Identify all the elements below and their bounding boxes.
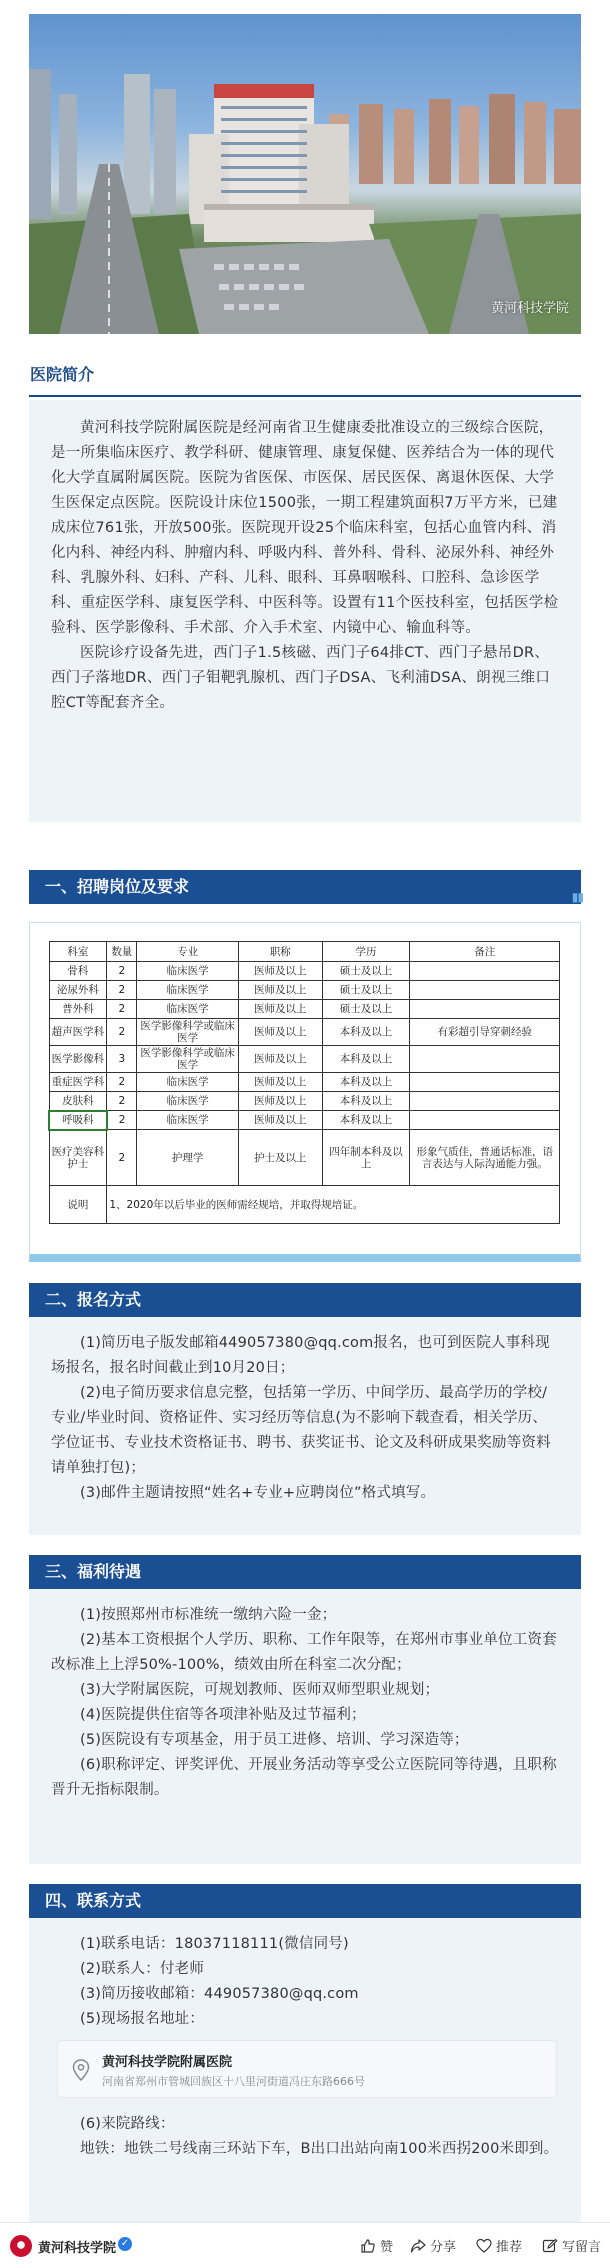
share-label: 分享 (430, 2240, 457, 2255)
table-cell: 医疗美容科护士 (49, 1130, 107, 1186)
share-icon (410, 2238, 426, 2254)
like-label: 赞 (380, 2240, 394, 2255)
comment-label: 写留言 (562, 2240, 602, 2255)
comment-edit-icon (542, 2238, 558, 2254)
table-cell: 2 (107, 962, 137, 981)
section-title: 一、招聘岗位及要求 (45, 877, 190, 896)
signup-box (29, 1317, 581, 1535)
table-row (49, 1019, 560, 1046)
section-header-contact (29, 1884, 581, 1918)
welfare-item: (2)基本工资根据个人学历、职称、工作年限等，在郑州市事业单位工资套改标准上上浮50%-100%，绩效由所在科室二次分配； (51, 1632, 557, 1673)
table-cell: 2 (107, 981, 137, 1000)
table-cell: 本科及以上 (322, 1092, 410, 1111)
section-title: 三、福利待遇 (45, 1562, 142, 1581)
table-note-text: 1、2020年以后毕业的医师需经规培，并取得规培证。 (107, 1186, 560, 1224)
table-cell: 2 (107, 1130, 137, 1186)
section-header-welfare (29, 1555, 581, 1589)
table-row (49, 1046, 560, 1073)
account-avatar[interactable] (10, 2235, 32, 2257)
table-cell: 2 (107, 1019, 137, 1046)
welfare-item: (3)大学附属医院，可规划教师、医师双师型职业规划； (80, 1682, 440, 1698)
like-button[interactable] (360, 2236, 393, 2255)
section-header-signup (29, 1283, 581, 1317)
section-title: 四、联系方式 (45, 1891, 142, 1910)
section-title: 二、报名方式 (45, 1290, 142, 1309)
table-header-cell: 备注 (410, 942, 560, 962)
table-cell: 本科及以上 (322, 1046, 410, 1073)
table-row (49, 1092, 560, 1111)
table-cell: 硕士及以上 (322, 962, 410, 981)
signup-item: (2)电子简历要求信息完整，包括第一学历、中间学历、最高学历的学校/专业/毕业时间、资格证件、实习经历等信息(为不影响下载查看，相关学历、学位证书、专业技术资格证书、聘书、获奖证书、论文及科研成果奖励等资料请单独打包)； (51, 1385, 551, 1476)
table-cell: 护理学 (137, 1130, 239, 1186)
table-cell: 硕士及以上 (322, 1000, 410, 1019)
map-location-name: 黄河科技学院附属医院 (102, 2055, 233, 2070)
intro-paragraph: 医院诊疗设备先进，西门子1.5核磁、西门子64排CT、西门子悬吊DR、西门子落地DR、西门子钼靶乳腺机、西门子DSA、飞利浦DSA、朗视三维口腔CT等配套齐全。 (51, 645, 551, 711)
table-header-row (49, 942, 560, 962)
image-watermark: 黄河科技学院 (490, 301, 569, 316)
hospital-photo (29, 14, 581, 334)
table-cell: 医师及以上 (238, 1092, 322, 1111)
article-bottom-bar (0, 2222, 610, 2268)
table-cell (410, 1073, 560, 1092)
welfare-item: (6)职称评定、评奖评优、开展业务活动等享受公立医院同等待遇，且职称晋升无指标限制。 (51, 1757, 557, 1798)
table-cell (410, 1046, 560, 1073)
table-cell (410, 981, 560, 1000)
table-row (49, 981, 560, 1000)
table-cell: 2 (107, 1000, 137, 1019)
decor-dots-icon: ▮▮ (571, 890, 583, 904)
route-title: (6)来院路线： (80, 2116, 175, 2132)
table-cell: 有彩超引导穿刺经验 (410, 1019, 560, 1046)
table-cell: 硕士及以上 (322, 981, 410, 1000)
table-header-cell: 学历 (322, 942, 410, 962)
welfare-box (29, 1589, 581, 1864)
table-cell: 医学影像科学或临床医学 (137, 1046, 239, 1073)
table-row (49, 1000, 560, 1019)
table-cell (410, 1092, 560, 1111)
table-cell: 四年制本科及以上 (322, 1130, 410, 1186)
table-cell: 呼吸科 (49, 1111, 107, 1130)
signup-item: (3)邮件主题请按照“姓名+专业+应聘岗位”格式填写。 (80, 1485, 436, 1501)
table-cell: 形象气质佳，普通话标准，语言表达与人际沟通能力强。 (410, 1130, 560, 1186)
table-header-cell: 科室 (49, 942, 107, 962)
contact-line: (2)联系人：付老师 (80, 1961, 205, 1977)
table-cell: 普外科 (49, 1000, 107, 1019)
welfare-item: (5)医院设有专项基金，用于员工进修、培训、学习深造等； (80, 1732, 469, 1748)
hero-image (29, 14, 581, 334)
contact-line: (3)简历接收邮箱：449057380@qq.com (80, 1986, 359, 2002)
welfare-item: (1)按照郑州市标准统一缴纳六险一金； (80, 1607, 337, 1623)
table-cell: 医学影像科学或临床医学 (137, 1019, 239, 1046)
intro-title: 医院简介 (30, 365, 95, 384)
table-cell: 2 (107, 1111, 137, 1130)
positions-table-card (29, 922, 581, 1262)
table-cell: 临床医学 (137, 981, 239, 1000)
map-location-card[interactable] (57, 2040, 557, 2098)
contact-line: (5)现场报名地址： (80, 2011, 205, 2027)
map-location-address: 河南省郑州市管城回族区十八里河街道冯庄东路666号 (102, 2075, 365, 2088)
table-cell: 本科及以上 (322, 1073, 410, 1092)
comment-button[interactable] (542, 2236, 601, 2255)
table-cell: 临床医学 (137, 1092, 239, 1111)
table-header-cell: 数量 (107, 942, 137, 962)
intro-divider (29, 395, 581, 397)
table-cell: 2 (107, 1092, 137, 1111)
welfare-item: (4)医院提供住宿等各项津补贴及过节福利； (80, 1707, 366, 1723)
table-cell: 医师及以上 (238, 981, 322, 1000)
table-cell (410, 1000, 560, 1019)
table-cell: 重症医学科 (49, 1073, 107, 1092)
table-cell: 本科及以上 (322, 1019, 410, 1046)
thumbs-up-icon (360, 2238, 376, 2254)
table-header-cell: 专业 (137, 942, 239, 962)
table-cell: 医师及以上 (238, 1019, 322, 1046)
table-cell: 医师及以上 (238, 1073, 322, 1092)
table-row (49, 1073, 560, 1092)
account-name[interactable]: 黄河科技学院 (38, 2241, 117, 2256)
table-row (49, 1130, 560, 1186)
share-button[interactable] (410, 2236, 456, 2255)
table-cell: 2 (107, 1073, 137, 1092)
table-note-row (49, 1186, 560, 1224)
table-cell: 护士及以上 (238, 1130, 322, 1186)
recommend-button[interactable] (476, 2236, 522, 2255)
table-cell: 临床医学 (137, 962, 239, 981)
table-row (49, 1111, 560, 1130)
table-row (49, 962, 560, 981)
table-cell: 泌尿外科 (49, 981, 107, 1000)
contact-box (29, 1918, 581, 2222)
route-text: 地铁：地铁二号线南三环站下车，B出口出站向南100米西拐200米即到。 (80, 2141, 559, 2157)
table-cell: 医学影像科 (49, 1046, 107, 1073)
table-header-cell: 职称 (238, 942, 322, 962)
recommend-heart-icon (476, 2238, 492, 2254)
section-header-positions (29, 870, 581, 904)
signup-item: (1)简历电子版发邮箱449057380@qq.com报名，也可到医院人事科现场报名，报名时间截止到10月20日； (51, 1335, 550, 1376)
table-cell: 临床医学 (137, 1073, 239, 1092)
verified-icon: ✓ (118, 2237, 132, 2251)
table-cell (410, 1111, 560, 1130)
recommend-label: 推荐 (496, 2240, 523, 2255)
table-note-label: 说明 (49, 1186, 107, 1224)
table-cell: 临床医学 (137, 1000, 239, 1019)
table-cell: 医师及以上 (238, 1111, 322, 1130)
table-cell: 医师及以上 (238, 1046, 322, 1073)
table-cell: 本科及以上 (322, 1111, 410, 1130)
intro-box (29, 400, 581, 822)
intro-paragraph: 黄河科技学院附属医院是经河南省卫生健康委批准设立的三级综合医院，是一所集临床医疗、教学科研、健康管理、康复保健、医养结合为一体的现代化大学直属附属医院。医院为省医保、市医保、居民医保、离退休医保、大学生医保定点医院。医院设计床位1500张，一期工程建筑面积7万平方米，已建成床位761张，开放500张。医院现开设25个临床科室，包括心血管内科、消化内科、神经内科、肿瘤内科、呼吸内科、普外科、骨科、泌尿外科、神经外科、乳腺外科、妇科、产科、儿科、眼科、耳鼻咽喉科、口腔科、急诊医学科、重症医学科、康复医学科、中医科等。设置有11个医技科室，包括医学检验科、医学影像科、手术部、介入手术室、内镜中心、输血科等。 (51, 420, 559, 636)
contact-line: (1)联系电话：18037118111(微信同号) (80, 1936, 349, 1952)
table-cell: 超声医学科 (49, 1019, 107, 1046)
table-cell (410, 962, 560, 981)
table-cell: 临床医学 (137, 1111, 239, 1130)
table-cell: 骨科 (49, 962, 107, 981)
table-cell: 3 (107, 1046, 137, 1073)
positions-table (48, 941, 560, 1224)
location-pin-icon (72, 2059, 90, 2081)
table-cell: 医师及以上 (238, 1000, 322, 1019)
table-cell: 皮肤科 (49, 1092, 107, 1111)
table-cell: 医师及以上 (238, 962, 322, 981)
